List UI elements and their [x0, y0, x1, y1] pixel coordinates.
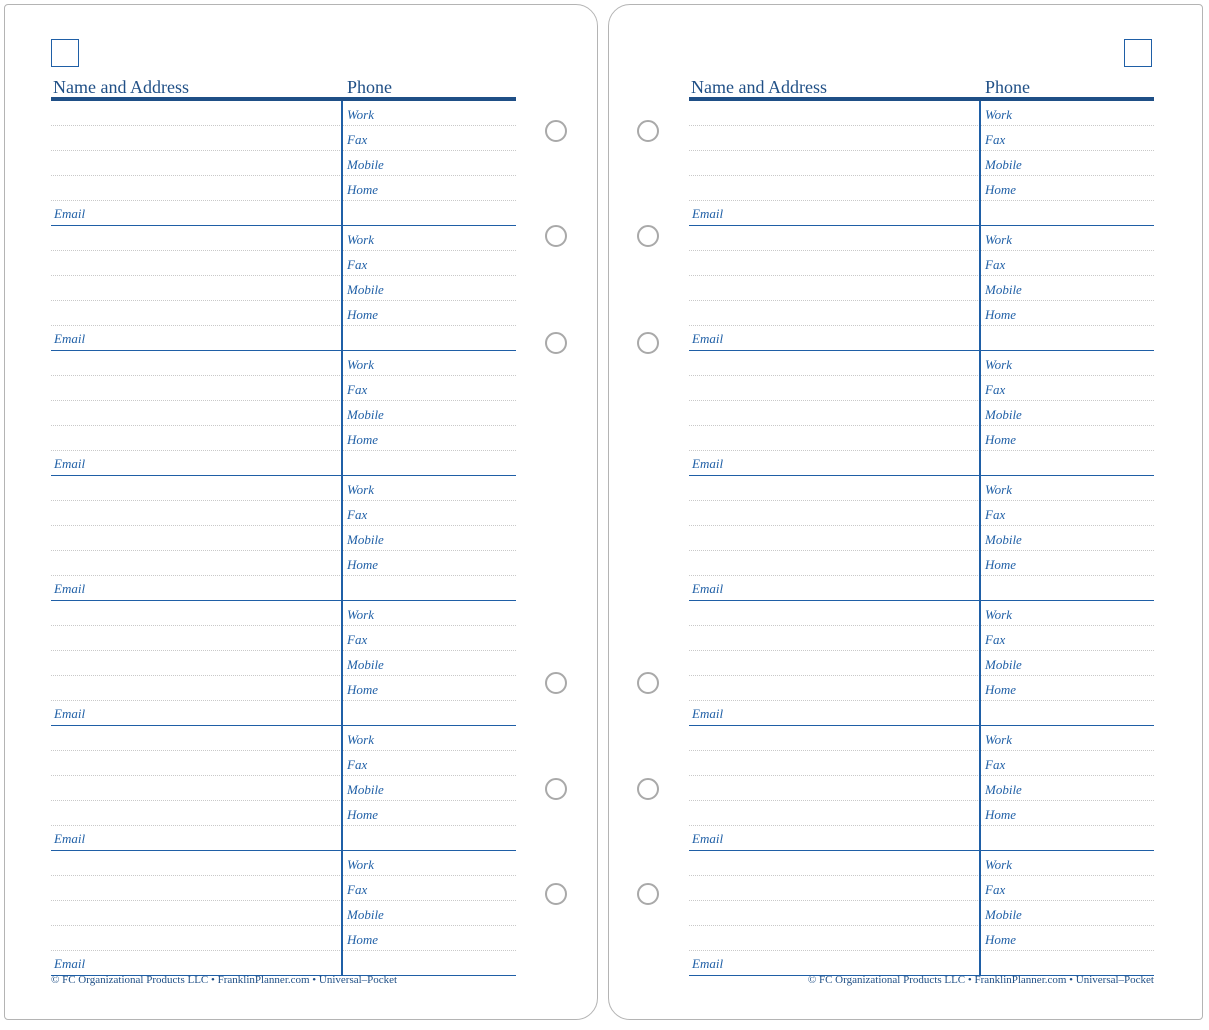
home-phone-label: Home — [347, 307, 379, 322]
mobile-phone-label: Mobile — [985, 407, 1022, 422]
address-entry[interactable] — [689, 476, 1154, 601]
fax-phone-label: Fax — [347, 382, 368, 397]
address-entry[interactable] — [689, 226, 1154, 351]
work-phone-label: Work — [347, 607, 374, 622]
address-entry[interactable] — [689, 726, 1154, 851]
right-page — [608, 4, 1203, 1020]
writing-line — [51, 550, 516, 551]
writing-line — [689, 300, 1154, 301]
phone-heading: Phone — [347, 77, 392, 97]
writing-line — [51, 700, 516, 701]
email-label: Email — [54, 456, 86, 471]
writing-line — [689, 500, 1154, 501]
mobile-phone-label: Mobile — [985, 157, 1022, 172]
binder-hole — [545, 883, 567, 905]
fax-phone-label: Fax — [347, 507, 368, 522]
fax-phone-label: Fax — [347, 757, 368, 772]
address-form — [689, 71, 1154, 976]
writing-line — [689, 125, 1154, 126]
writing-line — [689, 275, 1154, 276]
email-label: Email — [54, 956, 86, 971]
writing-line — [689, 425, 1154, 426]
column-header — [689, 71, 1154, 97]
binder-hole — [545, 225, 567, 247]
writing-line — [51, 125, 516, 126]
home-phone-label: Home — [985, 682, 1017, 697]
writing-line — [51, 200, 516, 201]
address-entry[interactable] — [51, 351, 516, 476]
work-phone-label: Work — [985, 607, 1012, 622]
email-label: Email — [692, 706, 724, 721]
writing-line — [51, 425, 516, 426]
fax-phone-label: Fax — [347, 882, 368, 897]
mobile-phone-label: Mobile — [347, 157, 384, 172]
binder-hole — [637, 120, 659, 142]
name-address-heading: Name and Address — [53, 77, 189, 97]
mobile-phone-label: Mobile — [985, 907, 1022, 922]
writing-line — [689, 700, 1154, 701]
email-label: Email — [54, 581, 86, 596]
writing-line — [689, 900, 1154, 901]
binder-hole — [545, 778, 567, 800]
work-phone-label: Work — [985, 482, 1012, 497]
column-divider — [979, 476, 981, 600]
writing-line — [689, 875, 1154, 876]
fax-phone-label: Fax — [985, 757, 1006, 772]
email-label: Email — [54, 331, 86, 346]
writing-line — [51, 825, 516, 826]
writing-line — [51, 150, 516, 151]
address-entry[interactable] — [689, 851, 1154, 976]
writing-line — [689, 550, 1154, 551]
column-divider — [341, 601, 343, 725]
copyright-footer: © FC Organizational Products LLC • FranklinPlanner.com • Universal–Pocket — [807, 974, 1154, 986]
writing-line — [51, 450, 516, 451]
home-phone-label: Home — [347, 932, 379, 947]
writing-line — [689, 650, 1154, 651]
writing-line — [51, 775, 516, 776]
work-phone-label: Work — [347, 857, 374, 872]
entry-list — [689, 101, 1154, 976]
page-checkbox[interactable] — [51, 39, 79, 67]
writing-line — [689, 150, 1154, 151]
mobile-phone-label: Mobile — [347, 407, 384, 422]
writing-line — [51, 875, 516, 876]
mobile-phone-label: Mobile — [985, 782, 1022, 797]
fax-phone-label: Fax — [985, 632, 1006, 647]
writing-line — [689, 200, 1154, 201]
work-phone-label: Work — [985, 107, 1012, 122]
column-divider — [979, 226, 981, 350]
email-label: Email — [54, 206, 86, 221]
column-divider — [341, 226, 343, 350]
work-phone-label: Work — [985, 857, 1012, 872]
binder-hole — [637, 883, 659, 905]
address-entry[interactable] — [689, 101, 1154, 226]
work-phone-label: Work — [347, 107, 374, 122]
fax-phone-label: Fax — [985, 382, 1006, 397]
writing-line — [689, 175, 1154, 176]
mobile-phone-label: Mobile — [985, 532, 1022, 547]
address-entry[interactable] — [51, 476, 516, 601]
mobile-phone-label: Mobile — [985, 657, 1022, 672]
binder-hole — [637, 672, 659, 694]
writing-line — [689, 575, 1154, 576]
writing-line — [51, 300, 516, 301]
mobile-phone-label: Mobile — [347, 907, 384, 922]
writing-line — [51, 575, 516, 576]
left-page — [4, 4, 598, 1020]
writing-line — [689, 750, 1154, 751]
address-entry[interactable] — [51, 851, 516, 976]
writing-line — [51, 625, 516, 626]
writing-line — [51, 750, 516, 751]
mobile-phone-label: Mobile — [985, 282, 1022, 297]
column-divider — [979, 351, 981, 475]
column-divider — [979, 601, 981, 725]
copyright-footer: © FC Organizational Products LLC • FranklinPlanner.com • Universal–Pocket — [51, 974, 398, 986]
writing-line — [689, 325, 1154, 326]
page-checkbox[interactable] — [1124, 39, 1152, 67]
home-phone-label: Home — [347, 182, 379, 197]
email-label: Email — [54, 706, 86, 721]
email-label: Email — [692, 456, 724, 471]
email-label: Email — [692, 581, 724, 596]
writing-line — [51, 800, 516, 801]
mobile-phone-label: Mobile — [347, 532, 384, 547]
address-entry[interactable] — [51, 101, 516, 226]
email-label: Email — [692, 831, 724, 846]
column-divider — [341, 726, 343, 850]
column-divider — [341, 351, 343, 475]
column-header — [51, 71, 516, 97]
address-form — [51, 71, 516, 976]
fax-phone-label: Fax — [985, 257, 1006, 272]
writing-line — [689, 450, 1154, 451]
column-divider — [979, 101, 981, 225]
writing-line — [689, 675, 1154, 676]
column-divider — [341, 101, 343, 225]
mobile-phone-label: Mobile — [347, 782, 384, 797]
work-phone-label: Work — [347, 357, 374, 372]
writing-line — [51, 925, 516, 926]
home-phone-label: Home — [985, 557, 1017, 572]
writing-line — [51, 650, 516, 651]
fax-phone-label: Fax — [347, 257, 368, 272]
writing-line — [689, 775, 1154, 776]
email-label: Email — [692, 206, 724, 221]
column-divider — [979, 726, 981, 850]
binder-hole — [545, 332, 567, 354]
home-phone-label: Home — [985, 307, 1017, 322]
name-address-heading: Name and Address — [691, 77, 827, 97]
fax-phone-label: Fax — [347, 632, 368, 647]
writing-line — [51, 325, 516, 326]
work-phone-label: Work — [347, 232, 374, 247]
writing-line — [51, 950, 516, 951]
address-entry[interactable] — [51, 726, 516, 851]
writing-line — [51, 275, 516, 276]
home-phone-label: Home — [985, 807, 1017, 822]
home-phone-label: Home — [347, 807, 379, 822]
writing-line — [51, 500, 516, 501]
binder-hole — [637, 225, 659, 247]
home-phone-label: Home — [347, 682, 379, 697]
writing-line — [51, 400, 516, 401]
writing-line — [689, 375, 1154, 376]
mobile-phone-label: Mobile — [347, 282, 384, 297]
email-label: Email — [692, 956, 724, 971]
fax-phone-label: Fax — [347, 132, 368, 147]
work-phone-label: Work — [347, 482, 374, 497]
work-phone-label: Work — [985, 232, 1012, 247]
home-phone-label: Home — [985, 932, 1017, 947]
writing-line — [689, 250, 1154, 251]
work-phone-label: Work — [985, 357, 1012, 372]
home-phone-label: Home — [347, 432, 379, 447]
writing-line — [689, 825, 1154, 826]
address-entry[interactable] — [51, 601, 516, 726]
home-phone-label: Home — [985, 432, 1017, 447]
writing-line — [51, 375, 516, 376]
binder-hole — [637, 332, 659, 354]
writing-line — [689, 800, 1154, 801]
column-divider — [979, 851, 981, 975]
work-phone-label: Work — [985, 732, 1012, 747]
home-phone-label: Home — [985, 182, 1017, 197]
writing-line — [689, 925, 1154, 926]
home-phone-label: Home — [347, 557, 379, 572]
address-entry[interactable] — [51, 226, 516, 351]
fax-phone-label: Fax — [985, 507, 1006, 522]
binder-hole — [637, 778, 659, 800]
writing-line — [689, 525, 1154, 526]
column-divider — [341, 851, 343, 975]
writing-line — [689, 950, 1154, 951]
column-divider — [341, 476, 343, 600]
writing-line — [51, 250, 516, 251]
mobile-phone-label: Mobile — [347, 657, 384, 672]
email-label: Email — [692, 331, 724, 346]
entry-list — [51, 101, 516, 976]
writing-line — [51, 175, 516, 176]
writing-line — [51, 900, 516, 901]
address-entry[interactable] — [689, 351, 1154, 476]
fax-phone-label: Fax — [985, 132, 1006, 147]
writing-line — [51, 675, 516, 676]
binder-hole — [545, 120, 567, 142]
address-entry[interactable] — [689, 601, 1154, 726]
writing-line — [51, 525, 516, 526]
writing-line — [689, 625, 1154, 626]
email-label: Email — [54, 831, 86, 846]
writing-line — [689, 400, 1154, 401]
binder-hole — [545, 672, 567, 694]
fax-phone-label: Fax — [985, 882, 1006, 897]
work-phone-label: Work — [347, 732, 374, 747]
phone-heading: Phone — [985, 77, 1030, 97]
